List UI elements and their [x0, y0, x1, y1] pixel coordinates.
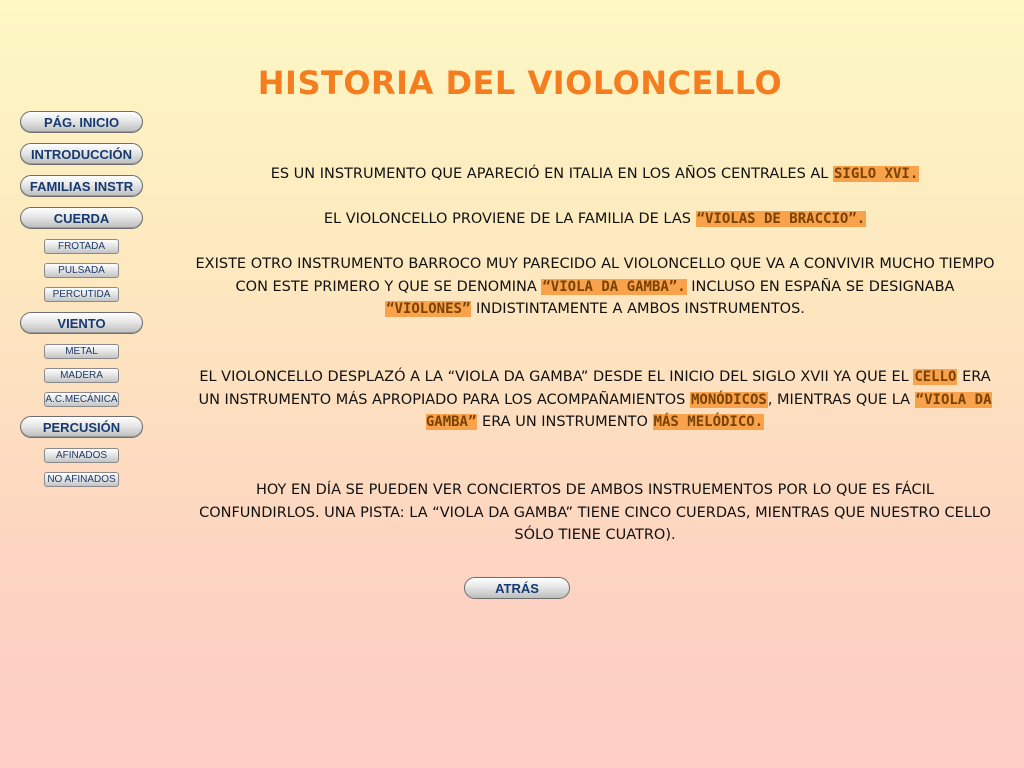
nav-viento-button[interactable]: VIENTO [20, 312, 143, 334]
nav-madera-button[interactable]: MADERA [44, 368, 119, 383]
back-button[interactable]: ATRÁS [464, 577, 570, 599]
highlight-viola-da-gamba: “VIOLA DA GAMBA”. [542, 278, 686, 295]
nav-metal-button[interactable]: METAL [44, 344, 119, 359]
paragraph-text: ERA UN INSTRUMENTO MÁS APROPIADO PARA LOS ACOMPAÑAMIENTOS [198, 369, 991, 408]
nav-cuerda-button[interactable]: CUERDA [20, 207, 143, 229]
paragraph-text: EL VIOLONCELLO PROVIENE DE LA FAMILIA DE LAS [323, 211, 696, 227]
nav-percutida-button[interactable]: PERCUTIDA [44, 287, 119, 302]
nav-noafinados-button[interactable]: NO AFINADOS [44, 472, 119, 487]
paragraph-text: ERA UN INSTRUMENTO [477, 414, 653, 430]
highlight-cello: CELLO [914, 369, 957, 385]
nav-percusion-button[interactable]: PERCUSIÓN [20, 416, 143, 438]
nav-inicio-button[interactable]: PÁG. INICIO [20, 111, 143, 133]
highlight-mas-melodico: MÁS MELÓDICO. [653, 414, 764, 430]
paragraph-text: INDISTINTAMENTE A AMBOS INSTRUMENTOS. [471, 301, 805, 317]
paragraph-origin [195, 163, 995, 186]
nav-afinados-button[interactable]: AFINADOS [44, 448, 119, 463]
paragraph-family [195, 208, 995, 231]
nav-introduccion-button[interactable]: INTRODUCCIÓN [20, 143, 143, 165]
paragraph-today: HOY EN DÍA SE PUEDEN VER CONCIERTOS DE AMBOS INSTRUEMENTOS POR LO QUE ES FÁCIL CONFUNDIRLOS. UNA PISTA: LA “VIOLA DA GAMBA” TIENE CINCO CUERDAS, MIENTRAS QUE NUESTRO CELLO SÓLO TIENE CUATRO). [199, 482, 991, 543]
paragraph-displacement [195, 366, 995, 434]
highlight-violones: “VIOLONES” [386, 301, 471, 317]
highlight-violas-de-braccio: “VIOLAS DE BRACCIO”. [696, 211, 866, 227]
nav-familias-button[interactable]: FAMILIAS INSTR [20, 175, 143, 197]
paragraph-text: EL VIOLONCELLO DESPLAZÓ A LA “VIOLA DA GAMBA” DESDE EL INICIO DEL SIGLO XVII YA QUE EL [199, 369, 914, 385]
paragraph-text: ES UN INSTRUMENTO QUE APARECIÓ EN ITALIA EN LOS AÑOS CENTRALES AL [270, 166, 833, 182]
paragraph-text: , MIENTRAS QUE LA [767, 391, 915, 408]
highlight-siglo-xvi: SIGLO XVI. [834, 166, 919, 182]
page-title: HISTORIA DEL VIOLONCELLO [257, 64, 783, 102]
highlight-viola-da-gamba-2: “VIOLA DA GAMBA” [425, 391, 992, 430]
nav-acmecanica-button[interactable]: A.C.MECÁNICA [45, 394, 118, 405]
nav-pulsada-button[interactable]: PULSADA [44, 263, 119, 278]
nav-frotada-button[interactable]: FROTADA [44, 239, 119, 254]
highlight-monodicos: MONÓDICOS [690, 391, 767, 408]
paragraph-viola-da-gamba [195, 253, 995, 321]
paragraph-text: INCLUSO EN ESPAÑA SE DESIGNABA [686, 278, 955, 295]
paragraph-text: EXISTE OTRO INSTRUMENTO BARROCO MUY PARECIDO AL VIOLONCELLO QUE VA A CONVIVIR MUCHO TIEMPO CON ESTE PRIMERO Y QUE SE DENOMINA [195, 256, 995, 295]
